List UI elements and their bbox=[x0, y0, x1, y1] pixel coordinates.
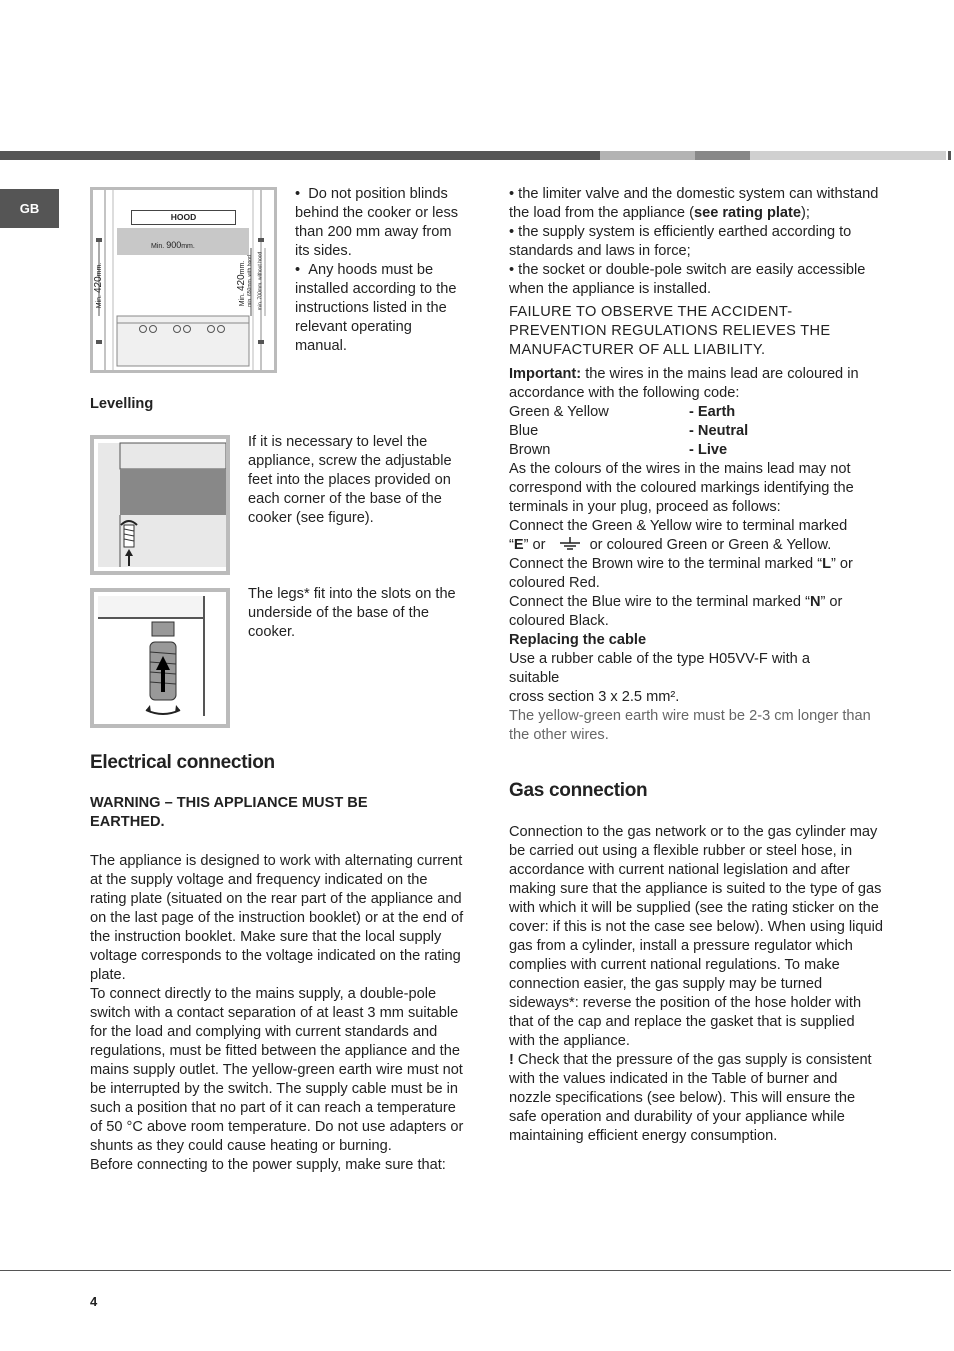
min-width-prefix: Min. bbox=[151, 243, 165, 250]
page-number: 4 bbox=[90, 1294, 98, 1309]
right-bullet-1 bbox=[509, 185, 883, 223]
right-bullet-2: • the supply system is efficiently earthed according to standards and laws in force; bbox=[509, 224, 852, 259]
min-width-unit: mm. bbox=[181, 243, 195, 250]
gas-body-text: Connection to the gas network or to the gas cylinder may be carried out using a flexible rubber or steel hose, in accordance with current national legislation and after making sure that the appliance is suited to the type of gas with which it will be supplied (see the rating sticker on the cover: if this is not the case see below). When using liquid gas from a cylinder, install a pressure regulator which complies with current national regulations. To make connection easier, the gas supply may be turned sideways*: reverse the position of the hose holder with that of the cap and replace the gasket that is supplied with the appliance. bbox=[509, 824, 883, 1049]
hood-bullet-2-text: Any hoods must be installed according to the instructions listed in the relevant operating manual. bbox=[295, 262, 457, 354]
replacing-text-3: The yellow-green earth wire must be 2-3 cm longer than the other wires. bbox=[509, 708, 871, 743]
levelling-para-2: The legs* fit into the slots on the underside of the base of the cooker. bbox=[248, 586, 456, 640]
important-text: the wires in the mains lead are coloured in accordance with the following code: bbox=[509, 366, 859, 401]
right-column bbox=[509, 185, 883, 745]
gas-heading: Gas connection bbox=[509, 780, 648, 801]
replacing-heading: Replacing the cable bbox=[509, 632, 647, 648]
connect-blue bbox=[509, 593, 883, 631]
right-height-value: 420 bbox=[236, 274, 248, 292]
wire-row bbox=[509, 422, 883, 441]
right-small-text-2: min. 700mm. without hood bbox=[257, 251, 264, 311]
hood-bullets bbox=[295, 185, 465, 356]
levelling-figure-1 bbox=[90, 435, 230, 575]
gas-check-text bbox=[509, 1051, 883, 1146]
connect-blue-text-2: ” or coloured Black. bbox=[509, 594, 843, 629]
header-bar-end bbox=[948, 151, 951, 160]
connect-brown-terminal-l: L bbox=[822, 556, 832, 572]
replacing-text-1: Use a rubber cable of the type H05VV-F with a suitable bbox=[509, 651, 810, 686]
right-bullet-1-pre: • the limiter valve and the domestic system can withstand the load from the appliance ( bbox=[509, 186, 879, 221]
important-note bbox=[509, 365, 883, 403]
connect-brown-text-2: ” or coloured Red. bbox=[509, 556, 853, 591]
language-tab bbox=[0, 189, 59, 228]
right-height-prefix: Min. bbox=[239, 293, 247, 307]
connect-gy-terminal-e: E bbox=[513, 537, 524, 553]
wire-table bbox=[509, 403, 883, 460]
right-small-label-2 bbox=[257, 252, 263, 311]
right-bullet-1-post: ); bbox=[801, 205, 810, 221]
header-bar-dark bbox=[0, 151, 600, 160]
hood-clearance-figure bbox=[90, 187, 277, 373]
connect-brown-text-1: Connect the Brown wire to the terminal marked “ bbox=[509, 556, 823, 572]
wire-colour: Blue bbox=[509, 423, 539, 439]
right-bullet-1-bold: see rating plate bbox=[693, 205, 802, 221]
left-height-prefix: Min. bbox=[96, 295, 104, 309]
failure-notice: FAILURE TO OBSERVE THE ACCIDENT-PREVENTION REGULATIONS RELIEVES THE MANUFACTURER OF ALL LIABILITY. bbox=[509, 304, 831, 358]
hood-box bbox=[131, 210, 236, 225]
wire-row bbox=[509, 403, 883, 422]
electrical-heading: Electrical connection bbox=[90, 752, 275, 773]
electrical-body-3: Before connecting to the power supply, make sure that: bbox=[90, 1157, 446, 1173]
connect-brown bbox=[509, 555, 883, 593]
right-small-text-1: min. 650mm. with hood bbox=[246, 255, 253, 307]
right-small-label-1 bbox=[247, 255, 253, 307]
left-height-value: 420 bbox=[93, 276, 105, 294]
connect-blue-text-1: Connect the Blue wire to the terminal marked “ bbox=[509, 594, 810, 610]
header-bar-mid bbox=[600, 151, 695, 160]
gas-body bbox=[509, 823, 883, 1146]
hood-label: HOOD bbox=[170, 212, 197, 222]
wire-role: - Neutral bbox=[689, 423, 749, 439]
language-tab-label: GB bbox=[19, 201, 40, 216]
important-label: Important: bbox=[509, 366, 582, 382]
hood-bullet-1: • Do not position blinds behind the cooker or less than 200 mm away from its sides. bbox=[295, 186, 459, 259]
footer-divider bbox=[0, 1270, 951, 1271]
levelling-diagram-2 bbox=[94, 592, 226, 724]
header-bar-mid2 bbox=[695, 151, 750, 160]
connect-green-yellow bbox=[509, 517, 883, 555]
levelling-heading: Levelling bbox=[90, 396, 154, 412]
left-height-unit: mm. bbox=[96, 262, 104, 277]
warning-exclamation-icon: ! bbox=[509, 1052, 514, 1068]
right-height-unit: mm. bbox=[239, 260, 247, 275]
as-colours-text: As the colours of the wires in the mains lead may not correspond with the coloured markings identifying the terminals in your plug, proceed as follows: bbox=[509, 461, 854, 515]
earth-symbol-icon bbox=[556, 537, 584, 551]
left-height-label bbox=[93, 263, 104, 308]
electrical-body-1: The appliance is designed to work with alternating current at the supply voltage and frequency indicated on the rating plate (situated on the rear part of the appliance and on the last page of the instruction booklet) or at the end of the instruction booklet. Make sure that the local supply voltage corresponds to the voltage indicated on the rating plate. bbox=[90, 853, 464, 983]
connect-gy-quote-close: ” or bbox=[523, 537, 546, 553]
header-bar-light bbox=[750, 151, 946, 160]
electrical-warning: WARNING – THIS APPLIANCE MUST BE EARTHED. bbox=[90, 795, 368, 830]
connect-gy-quote-open: “ bbox=[509, 537, 514, 553]
hood-bullet-1-text: Do not position blinds behind the cooker or less than 200 mm away from its sides. bbox=[295, 186, 459, 259]
right-bullet-3: • the socket or double-pole switch are easily accessible when the appliance is installed. bbox=[509, 262, 866, 297]
connect-gy-text-2: or coloured Green or Green & Yellow. bbox=[589, 537, 832, 553]
electrical-body bbox=[90, 852, 466, 1175]
wire-role: - Live bbox=[689, 442, 728, 458]
gas-check-body: Check that the pressure of the gas supply is consistent with the values indicated in the Table of burner and nozzle specifications (see below). This will ensure the safe operation and durability of your appliance while maintaining efficient energy consumption. bbox=[509, 1052, 872, 1144]
electrical-body-2: To connect directly to the mains supply, a double-pole switch with a contact separation of at least 3 mm suitable for the load and complying with current standards and regulations, must be fitted between the appliance and the mains supply outlet. The yellow-green earth wire must not be interrupted by the switch. The supply cable must be in such a position that no part of it can reach a temperature of 50 °C above room temperature. Do not use adapters or shunts as they could cause heating or burning. bbox=[90, 986, 464, 1154]
wire-row bbox=[509, 441, 883, 460]
levelling-para-1: If it is necessary to level the appliance, screw the adjustable feet into the places provided on each corner of the base of the cooker (see figure). bbox=[248, 434, 452, 526]
connect-gy-text-1: Connect the Green & Yellow wire to terminal marked bbox=[509, 518, 848, 534]
connect-blue-terminal-n: N bbox=[809, 594, 821, 610]
wire-colour: Green & Yellow bbox=[509, 404, 609, 420]
wire-colour: Brown bbox=[509, 442, 551, 458]
levelling-diagram-1 bbox=[94, 439, 226, 571]
hood-bullet-2: • Any hoods must be installed according to the instructions listed in the relevant operating manual. bbox=[295, 262, 457, 354]
min-width-label bbox=[151, 240, 195, 250]
levelling-figure-2 bbox=[90, 588, 230, 728]
right-height-label bbox=[236, 261, 247, 306]
min-width-value: 900 bbox=[166, 240, 182, 250]
wire-role: - Earth bbox=[689, 404, 736, 420]
replacing-text-2: cross section 3 x 2.5 mm². bbox=[509, 689, 680, 705]
